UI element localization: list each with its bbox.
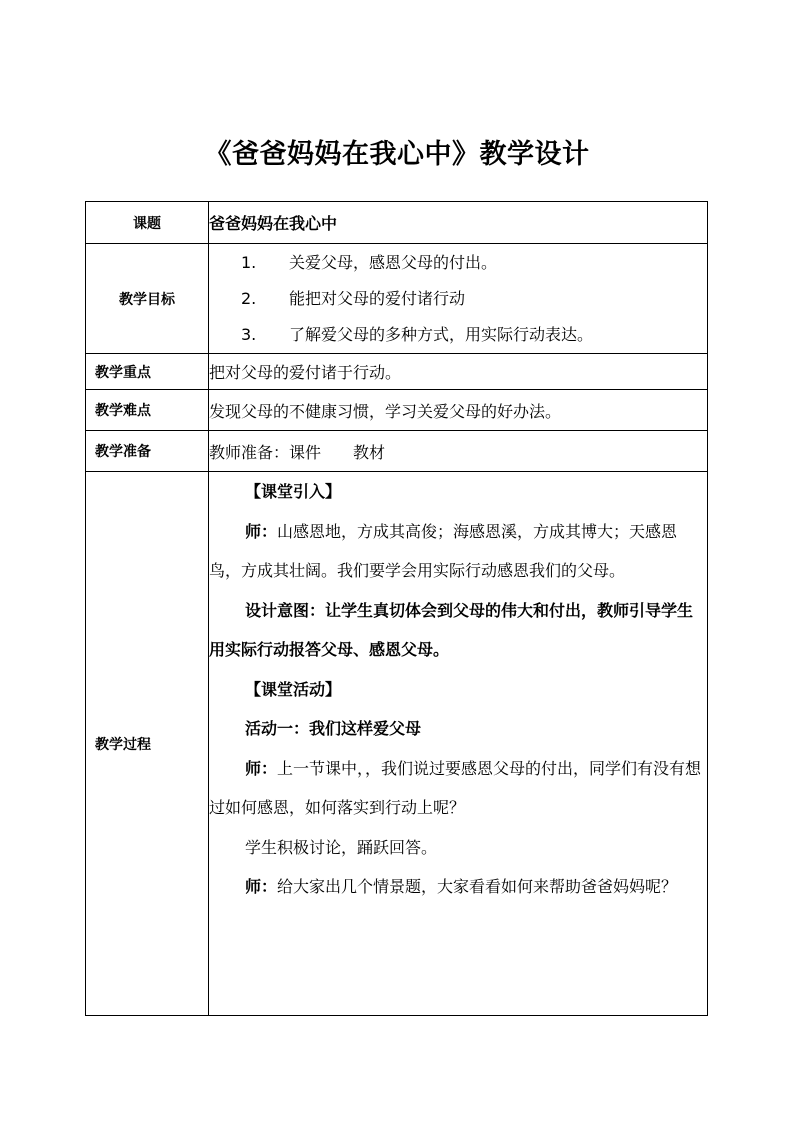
goal-item <box>209 245 707 281</box>
difficulty-label: 教学难点 <box>86 390 209 431</box>
goal-item <box>209 317 707 353</box>
speaker-label: 师： <box>245 877 278 896</box>
goal-text: 关爱父母，感恩父母的付出。 <box>289 252 498 272</box>
topic-value: 爸爸妈妈在我心中 <box>209 202 708 244</box>
students-response: 学生积极讨论，踊跃回答。 <box>245 837 438 857</box>
key-point-label: 教学重点 <box>86 354 209 390</box>
activity-1-title: 活动一：我们这样爱父母 <box>245 719 422 738</box>
table-row-difficulty <box>86 390 708 431</box>
key-point-value: 把对父母的爱付诸于行动。 <box>209 354 708 390</box>
process-content <box>209 472 708 1016</box>
table-row-key-point <box>86 354 708 390</box>
goal-number: 2. <box>241 288 257 308</box>
teacher-paragraph-1: 师：山感恩地，方成其高俊；海感恩溪，方成其博大；天感恩鸟，方成其壮阔。我们要学会用实际行动感恩我们的父母。 <box>209 521 678 580</box>
design-intent: 设计意图：让学生真切体会到父母的伟大和付出，教师引导学生用实际行动报答父母、感恩父母。 <box>209 600 694 659</box>
difficulty-value: 发现父母的不健康习惯，学习关爱父母的好办法。 <box>209 390 708 431</box>
intro-heading: 【课堂引入】 <box>245 482 342 501</box>
teacher-paragraph-2: 师：上一节课中，，我们说过要感恩父母的付出，同学们有没有想过如何感恩，如何落实到行动上呢？ <box>209 758 702 817</box>
goal-item <box>209 281 707 317</box>
goals-list <box>209 244 708 354</box>
goal-number: 3. <box>241 324 257 344</box>
speaker-label: 师： <box>245 758 278 778</box>
goal-text: 了解爱父母的多种方式，用实际行动表达。 <box>289 324 594 344</box>
teacher-paragraph-3: 师：给大家出几个情景题，大家看看如何来帮助爸爸妈妈呢？ <box>245 877 678 896</box>
preparation-label: 教学准备 <box>86 431 209 472</box>
lesson-plan-table <box>85 201 708 1016</box>
table-row-goals <box>86 244 708 354</box>
table-row-process <box>86 472 708 1016</box>
speaker-label: 师： <box>245 521 278 541</box>
goal-number: 1. <box>241 252 257 272</box>
activity-heading: 【课堂活动】 <box>245 679 342 699</box>
goal-text: 能把对父母的爱付诸行动 <box>289 288 466 308</box>
goals-label: 教学目标 <box>86 244 209 354</box>
process-label: 教学过程 <box>86 472 209 1016</box>
document-title: 《爸爸妈妈在我心中》教学设计 <box>204 139 590 170</box>
table-row-topic <box>86 202 708 244</box>
topic-label: 课题 <box>86 202 209 244</box>
preparation-value: 教师准备：课件 教材 <box>209 431 708 472</box>
table-row-preparation <box>86 431 708 472</box>
